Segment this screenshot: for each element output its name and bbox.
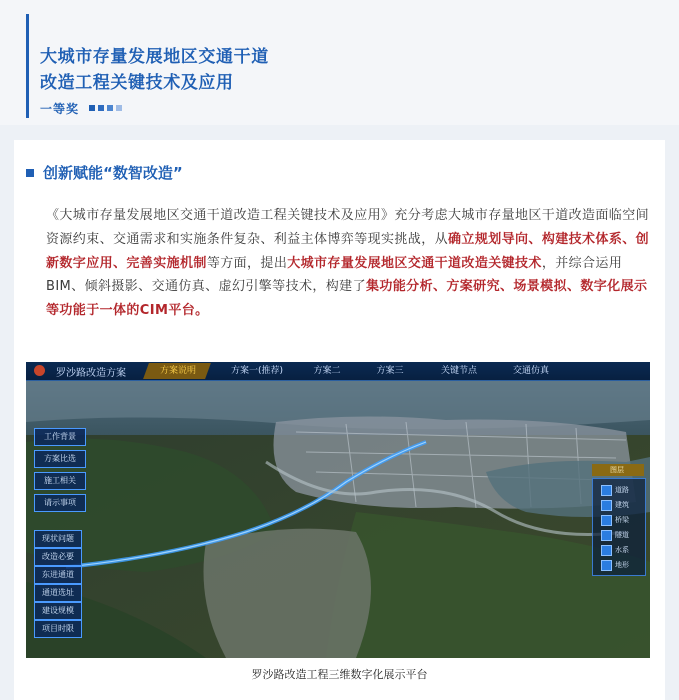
image-caption: 罗沙路改造工程三维数字化展示平台 bbox=[251, 668, 428, 681]
layer-item[interactable]: 地形 bbox=[615, 561, 629, 569]
decorative-squares bbox=[89, 105, 122, 111]
layer-panel bbox=[592, 478, 646, 576]
award-label: 一等奖 bbox=[40, 101, 80, 116]
layer-toggle-icon[interactable] bbox=[601, 500, 612, 511]
layer-item[interactable]: 道路 bbox=[615, 486, 629, 494]
left-button-current-issues[interactable]: 现状问题 bbox=[34, 530, 82, 548]
section-title: 创新赋能“数智改造” bbox=[43, 164, 183, 182]
layer-toggle-icon[interactable] bbox=[601, 545, 612, 556]
layer-toggle-icon[interactable] bbox=[601, 560, 612, 571]
app-logo-icon bbox=[34, 365, 45, 376]
left-button-scale[interactable]: 建设规模 bbox=[34, 602, 82, 620]
layer-item[interactable]: 水系 bbox=[615, 546, 629, 554]
paragraph-text: ，并综合运用BIM、倾斜摄影、交通仿真、虚幻引擎等技术，构建了 bbox=[46, 255, 623, 295]
left-button-background[interactable]: 工作背景 bbox=[34, 428, 86, 446]
left-button-construction[interactable]: 施工相关 bbox=[34, 472, 86, 490]
header-accent-bar bbox=[26, 14, 29, 118]
title-line-1: 大城市存量发展地区交通干道 bbox=[40, 47, 269, 67]
section-heading bbox=[26, 162, 183, 183]
left-button-site-selection[interactable]: 通道选址 bbox=[34, 584, 82, 602]
header-block bbox=[0, 0, 679, 125]
square-icon bbox=[107, 105, 113, 111]
layer-panel-header[interactable] bbox=[592, 464, 644, 476]
square-icon bbox=[98, 105, 104, 111]
tab-key-nodes[interactable]: 关键节点 bbox=[440, 366, 477, 376]
paragraph-text: 等方面，提出 bbox=[206, 255, 288, 271]
tab-plan-one[interactable]: 方案一(推荐) bbox=[230, 366, 284, 376]
left-button-timeline[interactable]: 项目时限 bbox=[34, 620, 82, 638]
tab-plan-three[interactable]: 方案三 bbox=[376, 366, 404, 376]
left-button-east-channel[interactable]: 东进通道 bbox=[34, 566, 82, 584]
left-button-requests[interactable]: 请示事项 bbox=[34, 494, 86, 512]
app-topbar bbox=[26, 362, 650, 381]
aerial-map-image bbox=[26, 362, 650, 658]
layer-toggle-icon[interactable] bbox=[601, 530, 612, 541]
app-title: 罗沙路改造方案 bbox=[56, 368, 126, 379]
left-button-compare[interactable]: 方案比选 bbox=[34, 450, 86, 468]
body-paragraph bbox=[46, 204, 658, 323]
layer-item[interactable]: 建筑 bbox=[615, 501, 629, 509]
highlighted-text: 确立规划导向、构建技术体系、创新数字应用、完善实施机制 bbox=[46, 231, 650, 271]
square-icon bbox=[89, 105, 95, 111]
highlighted-text: 集功能分析、方案研究、场景模拟、数字化展示等功能于一体的CIM平台。 bbox=[46, 279, 648, 319]
layer-toggle-icon[interactable] bbox=[601, 515, 612, 526]
layer-toggle-icon[interactable] bbox=[601, 485, 612, 496]
highlighted-text: 大城市存量发展地区交通干道改造关键技术 bbox=[287, 255, 542, 271]
title-line-2: 改造工程关键技术及应用 bbox=[40, 73, 234, 93]
left-button-necessity[interactable]: 改造必要 bbox=[34, 548, 82, 566]
tab-plan-two[interactable]: 方案二 bbox=[313, 366, 341, 376]
section-square-icon bbox=[26, 169, 34, 177]
layer-item[interactable]: 隧道 bbox=[615, 531, 629, 539]
award-row bbox=[40, 100, 122, 116]
platform-screenshot bbox=[26, 362, 650, 658]
tab-plan-overview[interactable]: 方案说明 bbox=[159, 366, 196, 376]
paragraph-text: 《大城市存量发展地区交通干道改造工程关键技术及应用》充分考虑大城市存量地区干道改造面临空间资源约束、交通需求和实施条件复杂、利益主体博弈等现实挑战，从 bbox=[46, 208, 650, 247]
content-card bbox=[14, 140, 665, 700]
tab-traffic-sim[interactable]: 交通仿真 bbox=[512, 366, 549, 376]
layer-item[interactable]: 桥梁 bbox=[615, 516, 629, 524]
layer-panel-title: 图层 bbox=[610, 466, 624, 474]
square-icon bbox=[116, 105, 122, 111]
page-title bbox=[40, 44, 269, 96]
